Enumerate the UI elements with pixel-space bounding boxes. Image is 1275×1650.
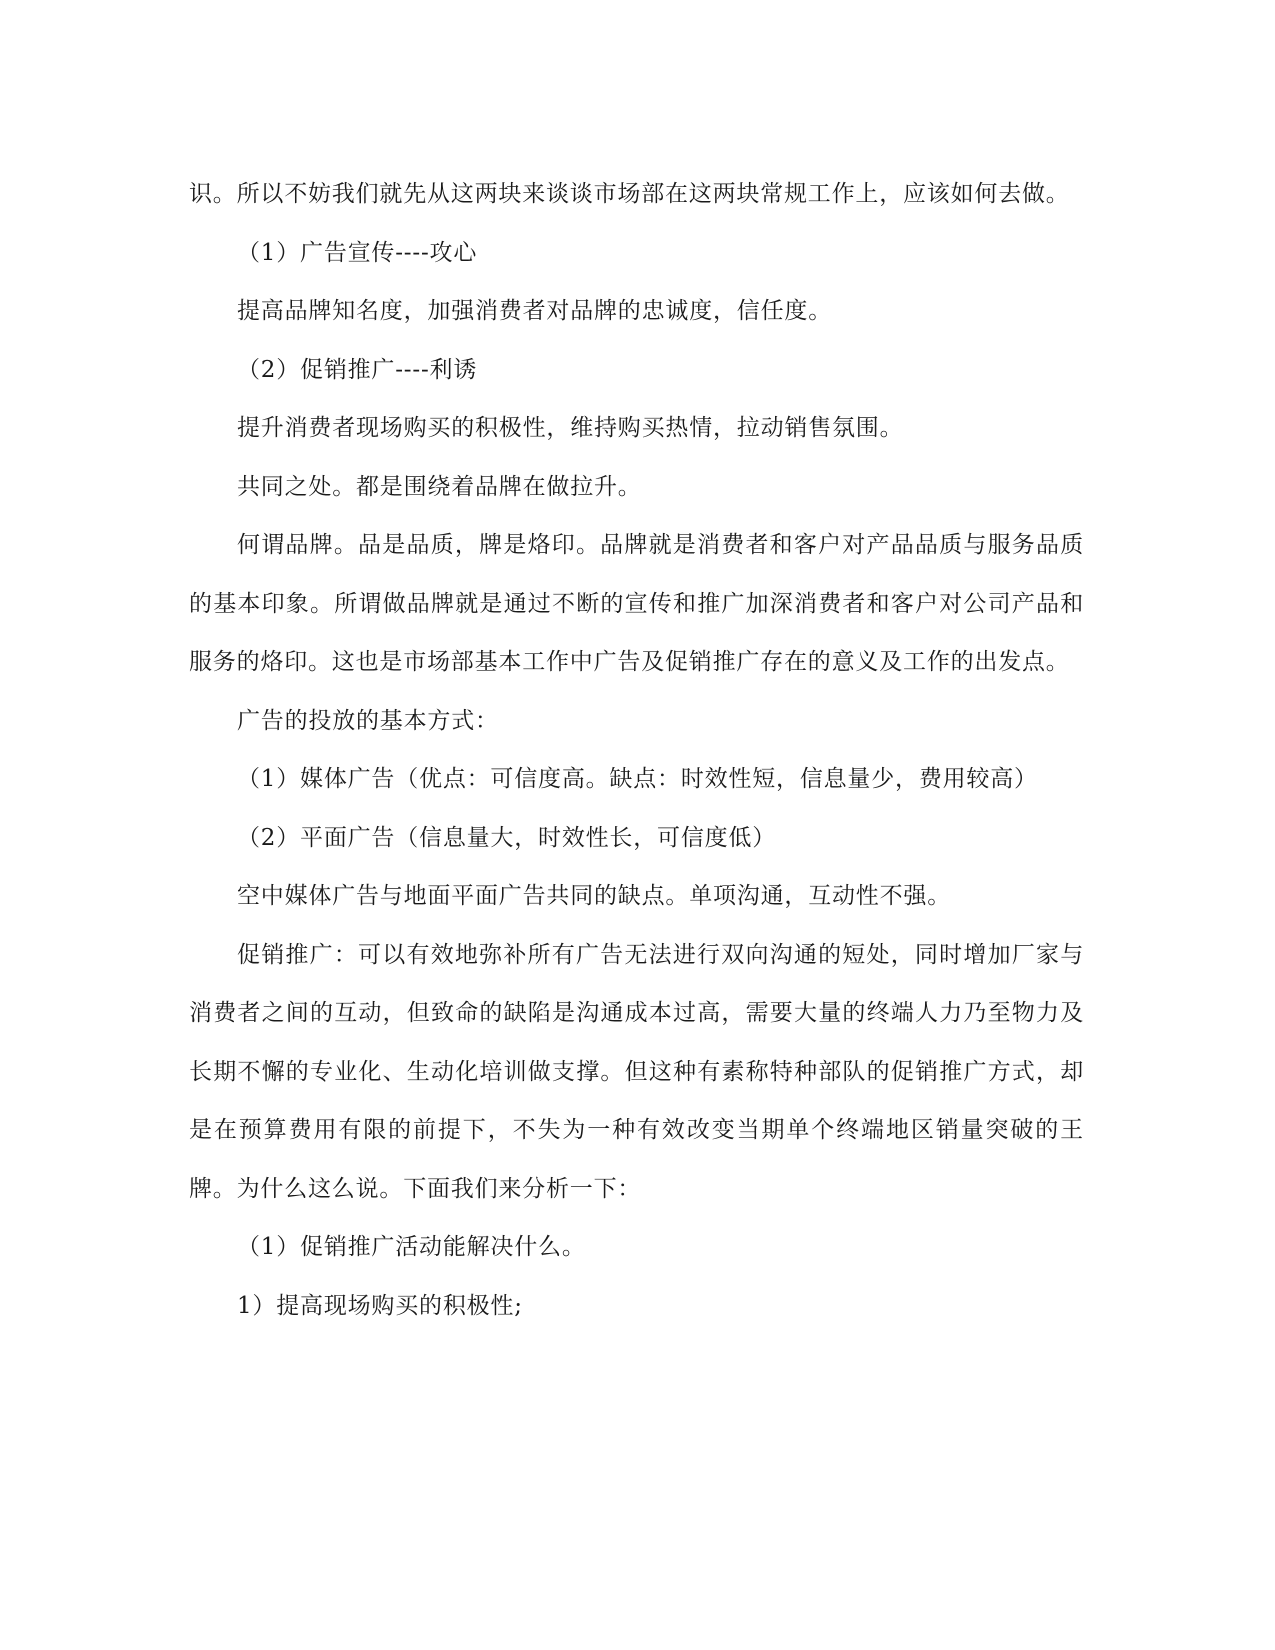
heading-promotion: （2）促销推广----利诱	[237, 356, 478, 383]
paragraph-promotion-goal: 提升消费者现场购买的积极性，维持购买热情，拉动销售氛围。	[237, 415, 904, 441]
list-item-media-ad: （1）媒体广告（优点：可信度高。缺点：时效性短，信息量少，费用较高）	[237, 766, 1038, 792]
paragraph-advertising-goal: 提高品牌知名度，加强消费者对品牌的忠诚度，信任度。	[237, 298, 832, 324]
paragraph-continuation: 识。所以不妨我们就先从这两块来谈谈市场部在这两块常规工作上，应该如何去做。	[189, 181, 1070, 207]
paragraph-brand-definition: 何谓品牌。品是品质，牌是烙印。品牌就是消费者和客户对产品品质与服务品质的基本印象。所谓做品牌就是通过不断的宣传和推广加深消费者和客户对公司产品和服务的烙印。这也是市场部基本工作中广告及促销推广存在的意义及工作的出发点。	[189, 532, 1084, 675]
heading-promotion-solves: （1）促销推广活动能解决什么。	[237, 1234, 586, 1260]
paragraph-shared-weakness: 空中媒体广告与地面平面广告共同的缺点。单项沟通，互动性不强。	[237, 883, 951, 909]
body-text	[189, 165, 1084, 1335]
paragraph-ad-methods-intro: 广告的投放的基本方式：	[237, 707, 499, 734]
paragraph-common-point: 共同之处。都是围绕着品牌在做拉升。	[237, 473, 642, 500]
heading-advertising: （1）广告宣传----攻心	[237, 239, 478, 266]
paragraph-promotion-analysis: 促销推广：可以有效地弥补所有广告无法进行双向沟通的短处，同时增加厂家与消费者之间的互动，但致命的缺陷是沟通成本过高，需要大量的终端人力乃至物力及长期不懈的专业化、生动化培训做支撑。但这种有素称特种部队的促销推广方式，却是在预算费用有限的前提下，不失为一种有效改变当期单个终端地区销量突破的王牌。为什么这么说。下面我们来分析一下：	[189, 941, 1084, 1202]
list-item-purchase-enthusiasm: 1）提高现场购买的积极性;	[237, 1292, 523, 1319]
list-item-print-ad: （2）平面广告（信息量大，时效性长，可信度低）	[237, 824, 777, 851]
